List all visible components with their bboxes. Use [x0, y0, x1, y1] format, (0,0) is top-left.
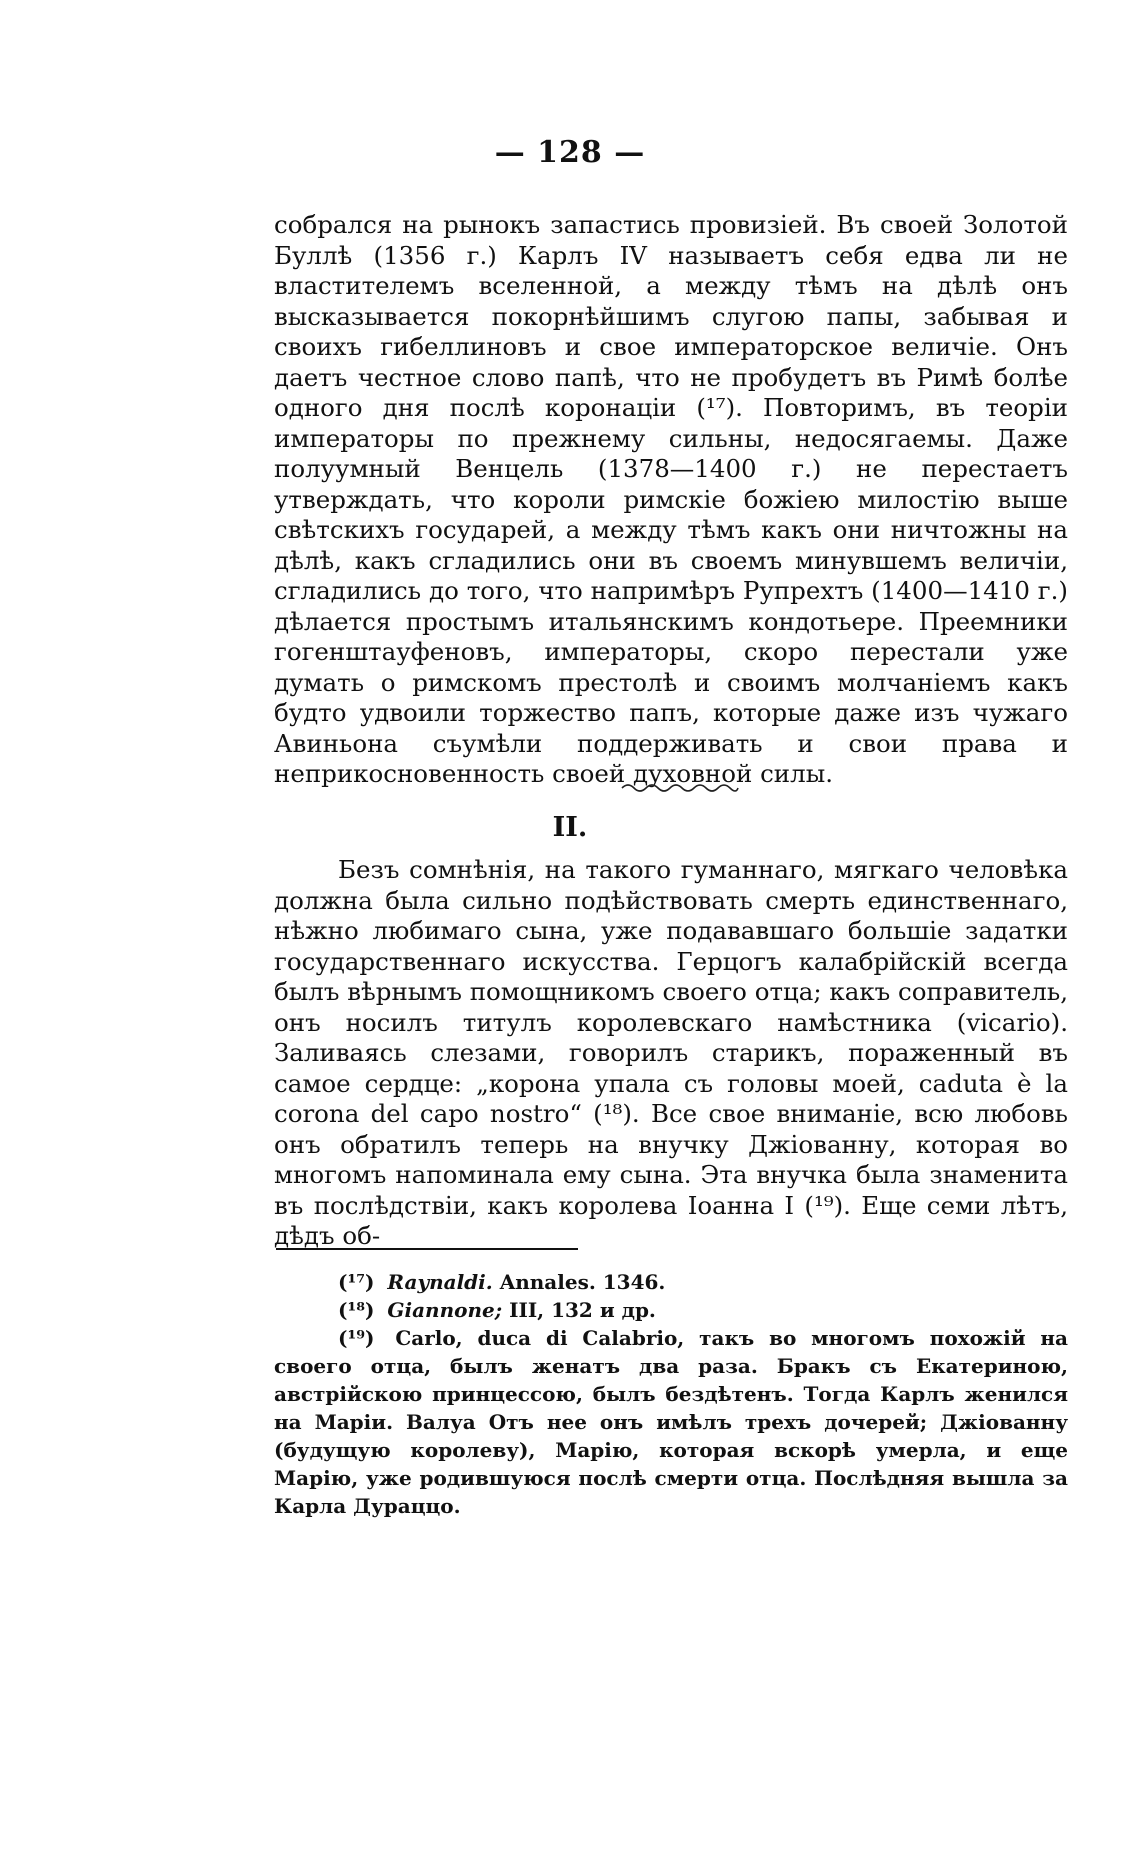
- paragraph-section-ii: Безъ сомнѣнія, на такого гуманнаго, мягкаго человѣка должна была сильно подѣйствовать смерть единственнаго, нѣжно любимаго сына, уже подававшаго большіе задатки государственнаго искусства. Герцогъ калабрійскій всегда былъ вѣрнымъ помощникомъ своего отца; какъ соправитель, онъ носилъ титулъ королевскаго намѣстника (vicario). Заливаясь слезами, говорилъ старикъ, пораженный въ самое сердце: „корона упала съ головы моей, caduta è la corona del capo nostro“ (¹⁸). Все свое вниманіе, всю любовь онъ обратилъ теперь на внучку Джіованну, которая во многомъ напоминала ему сына. Эта внучка была знаменита въ послѣдствіи, какъ королева Іоанна I (¹⁹). Еще семи лѣтъ, дѣдъ об-: [274, 855, 1068, 1250]
- section-divider-ornament: [620, 780, 740, 794]
- footnote-marker: (¹⁷): [338, 1270, 375, 1294]
- footnote-author: Giannone;: [387, 1298, 503, 1322]
- footnote-marker: (¹⁹): [338, 1326, 375, 1350]
- footnote-author: Raynaldi.: [387, 1270, 493, 1294]
- footnote-18: [274, 1296, 1068, 1324]
- footnote-text: Annales. 1346.: [499, 1270, 666, 1294]
- footnote-marker: (¹⁸): [338, 1298, 375, 1322]
- footnote-divider: [276, 1248, 578, 1250]
- footnotes: [274, 1268, 1068, 1520]
- page-number: — 128 —: [494, 135, 646, 170]
- footnote-text: Carlo, duca di Calabrio, такъ во многомъ похожій на своего отца, былъ женатъ два раза. Бракъ съ Екатериною, австрійскою принцессою, былъ бездѣтенъ. Тогда Карлъ женился на Маріи. Валуа Отъ нее онъ имѣлъ трехъ дочерей; Джіованну (будущую королеву), Марію, которая вскорѣ умерла, и еще Марію, уже родившуюся послѣ смерти отца. Послѣдняя вышла за Карла Дураццо.: [274, 1326, 1069, 1518]
- footnote-text: III, 132 и др.: [509, 1298, 656, 1322]
- footnote-19: [274, 1324, 1068, 1520]
- section-heading: II.: [552, 812, 588, 843]
- paragraph-continued: собрался на рынокъ запастись провизіей. Въ своей Золотой Буллѣ (1356 г.) Карлъ IV называетъ себя едва ли не властителемъ вселенной, а между тѣмъ на дѣлѣ онъ высказывается покорнѣйшимъ слугою папы, забывая и своихъ гибеллиновъ и свое императорское величіе. Онъ даетъ честное слово папѣ, что не пробудетъ въ Римѣ болѣе одного дня послѣ коронаціи (¹⁷). Повторимъ, въ теоріи императоры по прежнему сильны, недосягаемы. Даже полуумный Венцель (1378—1400 г.) не перестаетъ утверждать, что короли римскіе божіею милостію выше свѣтскихъ государей, а между тѣмъ какъ они ничтожны на дѣлѣ, какъ сгладились они въ своемъ минувшемъ величіи, сгладились до того, что напримѣръ Рупрехтъ (1400—1410 г.) дѣлается простымъ итальянскимъ кондотьере. Преемники гогенштауфеновъ, императоры, скоро перестали уже думать о римскомъ престолѣ и своимъ молчаніемъ какъ будто удвоили торжество папъ, которые даже изъ чужаго Авиньона съумѣли поддерживать и свои права и неприкосновенность своей духовной силы.: [274, 210, 1068, 788]
- footnote-17: [274, 1268, 1068, 1296]
